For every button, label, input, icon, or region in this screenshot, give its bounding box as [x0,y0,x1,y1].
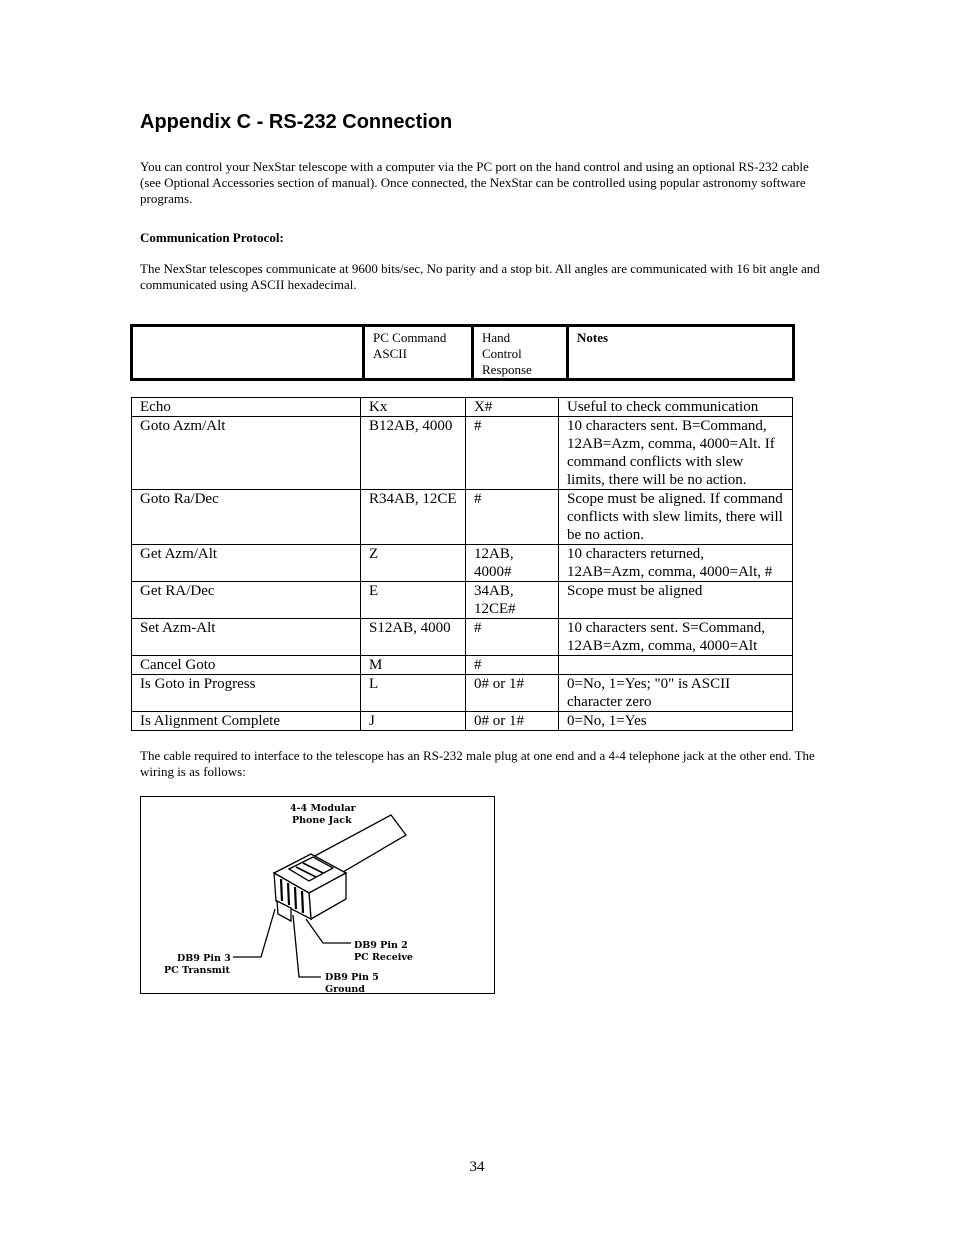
command-ascii-cell: M [361,656,466,675]
header-hand-control-line3: Response [482,362,532,377]
command-response-cell: 0# or 1# [466,675,559,712]
table-row [132,712,793,731]
command-response-cell: # [466,619,559,656]
cable-paragraph: The cable required to interface to the telescope has an RS-232 male plug at one end and a 4-4 telephone jack at the other end. The wiring is as follows: [140,748,815,779]
pin2-label-line2: PC Receive [354,952,413,963]
command-notes-cell: Useful to check communication [559,398,793,417]
table-row [132,545,793,582]
command-table-header [130,324,795,381]
pin3-leader [233,909,275,957]
table-row [132,619,793,656]
figure-title-line2: Phone Jack [292,815,352,826]
command-name-cell: Goto Ra/Dec [132,490,361,545]
command-response-cell: 0# or 1# [466,712,559,731]
protocol-paragraph: The NexStar telescopes communicate at 9600 bits/sec, No parity and a stop bit. All angles are communicated with 16 bit angle and communicated using ASCII hexadecimal. [140,261,820,292]
command-notes-cell: Scope must be aligned [559,582,793,619]
phone-jack-wiring-figure [140,796,495,994]
intro-paragraph: You can control your NexStar telescope with a computer via the PC port on the hand control and using an optional RS-232 cable (see Optional Accessories section of manual). Once connected, the NexStar can be controlled using popular astronomy software programs. [140,159,809,206]
pin2-label-line1: DB9 Pin 2 [354,940,408,951]
pin5-label-line1: DB9 Pin 5 [325,972,379,983]
page-title: Appendix C - RS-232 Connection [140,111,453,133]
command-ascii-cell: E [361,582,466,619]
command-ascii-cell: R34AB, 12CE [361,490,466,545]
command-response-cell: # [466,490,559,545]
table-row [132,398,793,417]
command-name-cell: Get RA/Dec [132,582,361,619]
command-ascii-cell: L [361,675,466,712]
table-row [132,582,793,619]
command-name-cell: Is Goto in Progress [132,675,361,712]
pin2-leader [306,919,351,943]
command-response-cell: # [466,656,559,675]
command-name-cell: Echo [132,398,361,417]
command-response-cell: 34AB, 12CE# [466,582,559,619]
header-hand-control-line1: Hand [482,330,511,345]
phone-jack-drawing [141,797,494,993]
command-notes-cell: 10 characters returned, 12AB=Azm, comma, 4000=Alt, # [559,545,793,582]
table-row [132,490,793,545]
command-name-cell: Is Alignment Complete [132,712,361,731]
command-response-cell: X# [466,398,559,417]
command-ascii-cell: B12AB, 4000 [361,417,466,490]
figure-title-line1: 4-4 Modular [290,803,356,814]
command-name-cell: Cancel Goto [132,656,361,675]
table-row [132,417,793,490]
command-notes-cell: 0=No, 1=Yes; "0" is ASCII character zero [559,675,793,712]
command-ascii-cell: Z [361,545,466,582]
command-notes-cell: 10 characters sent. S=Command, 12AB=Azm, comma, 4000=Alt [559,619,793,656]
header-pc-command-line1: PC Command [373,330,447,345]
pin3-label-line1: DB9 Pin 3 [177,953,231,964]
pin5-leader [293,915,321,977]
header-hand-control-line2: Control [482,346,522,361]
command-name-cell: Goto Azm/Alt [132,417,361,490]
command-notes-cell: 0=No, 1=Yes [559,712,793,731]
header-cell-notes: Notes [568,326,794,380]
command-ascii-cell: S12AB, 4000 [361,619,466,656]
command-notes-cell [559,656,793,675]
command-notes-cell: Scope must be aligned. If command conflicts with slew limits, there will be no action. [559,490,793,545]
pin5-label-line2: Ground [325,984,365,993]
header-cell-blank [132,326,364,380]
command-response-cell: # [466,417,559,490]
header-cell-pc-command [364,326,473,380]
command-response-cell: 12AB, 4000# [466,545,559,582]
table-row [132,656,793,675]
table-row [132,675,793,712]
command-ascii-cell: Kx [361,398,466,417]
command-table-body [132,398,793,731]
protocol-heading: Communication Protocol: [140,230,284,245]
header-pc-command-line2: ASCII [373,346,407,361]
pin3-label-line2: PC Transmit [164,965,230,976]
command-name-cell: Set Azm-Alt [132,619,361,656]
command-table [131,397,793,731]
command-notes-cell: 10 characters sent. B=Command, 12AB=Azm, comma, 4000=Alt. If command conflicts with slew limits, there will be no action. [559,417,793,490]
page-number: 34 [469,1159,485,1175]
command-ascii-cell: J [361,712,466,731]
command-name-cell: Get Azm/Alt [132,545,361,582]
header-cell-hand-control [473,326,568,380]
